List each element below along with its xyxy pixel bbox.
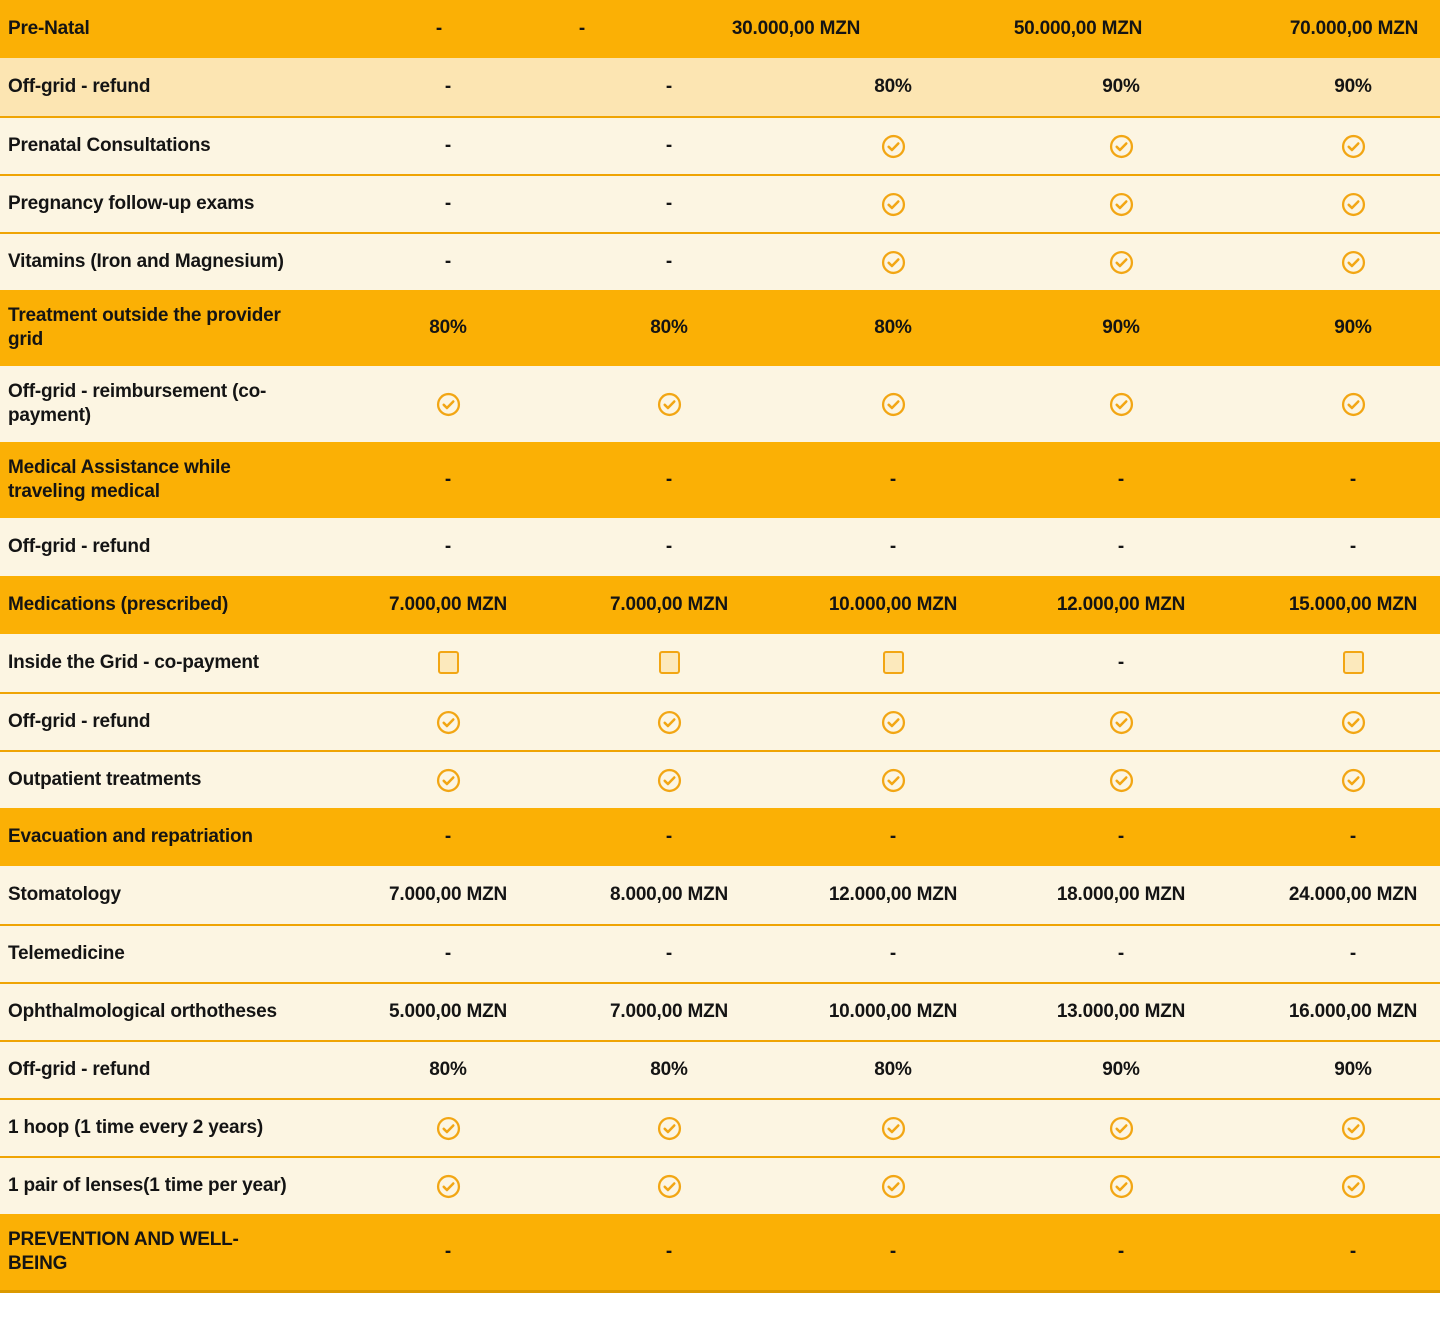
- row-label: Ophthalmological orthotheses: [8, 1001, 277, 1022]
- value-cell: 80%: [874, 76, 912, 97]
- check-circle-icon: [881, 1174, 906, 1199]
- value-cell-check: [810, 768, 976, 793]
- check-circle-icon: [657, 1174, 682, 1199]
- value-cell-check: [528, 768, 810, 793]
- table-row: [0, 174, 1440, 232]
- value-cell: 12.000,00 MZN: [828, 884, 958, 905]
- check-circle-icon: [881, 768, 906, 793]
- value-cell: -: [889, 943, 897, 964]
- value-cell: 8.000,00 MZN: [610, 884, 728, 905]
- check-circle-icon: [1341, 768, 1366, 793]
- value-cell: -: [1349, 469, 1357, 490]
- value-cell-check: [1266, 710, 1440, 735]
- value-cell: -: [1349, 826, 1357, 847]
- value-cell-check: [368, 392, 528, 417]
- value-cell: -: [444, 536, 452, 557]
- check-circle-icon: [1109, 710, 1134, 735]
- table-row: [0, 290, 1440, 366]
- row-label: Off-grid - refund: [8, 536, 151, 557]
- check-circle-icon: [1109, 134, 1134, 159]
- value-cell: 13.000,00 MZN: [1056, 1001, 1186, 1022]
- row-label: Off-grid - refund: [8, 711, 151, 732]
- value-cell: -: [435, 18, 443, 39]
- value-cell-check: [528, 1174, 810, 1199]
- check-circle-icon: [436, 392, 461, 417]
- check-circle-icon: [1341, 134, 1366, 159]
- value-cell-check: [976, 1174, 1266, 1199]
- value-cell-checkbox: [810, 651, 976, 675]
- value-cell: 50.000,00 MZN: [1013, 18, 1143, 39]
- value-cell: 80%: [650, 1059, 688, 1080]
- value-cell: -: [1117, 1241, 1125, 1262]
- check-circle-icon: [1341, 392, 1366, 417]
- row-label: Outpatient treatments: [8, 769, 202, 790]
- check-circle-icon: [881, 710, 906, 735]
- checkbox[interactable]: [438, 651, 459, 674]
- value-cell: -: [665, 76, 673, 97]
- value-cell: -: [665, 826, 673, 847]
- value-cell: -: [444, 251, 452, 272]
- value-cell: 16.000,00 MZN: [1288, 1001, 1418, 1022]
- checkbox[interactable]: [883, 651, 904, 674]
- check-circle-icon: [881, 250, 906, 275]
- value-cell-check: [528, 1116, 810, 1141]
- check-circle-icon: [1341, 1174, 1366, 1199]
- value-cell: 90%: [1102, 76, 1140, 97]
- value-cell-check: [810, 1116, 976, 1141]
- table-row: [0, 1040, 1440, 1098]
- table-row: [0, 442, 1440, 518]
- row-label: Evacuation and repatriation: [8, 826, 253, 847]
- check-circle-icon: [436, 710, 461, 735]
- value-cell: -: [1117, 536, 1125, 557]
- value-cell: 7.000,00 MZN: [610, 594, 728, 615]
- value-cell-check: [976, 192, 1266, 217]
- value-cell: 80%: [650, 317, 688, 338]
- table-row: [0, 634, 1440, 692]
- value-cell: 7.000,00 MZN: [389, 884, 507, 905]
- check-circle-icon: [1109, 768, 1134, 793]
- value-cell: 70.000,00 MZN: [1289, 18, 1419, 39]
- check-circle-icon: [881, 1116, 906, 1141]
- value-cell: -: [444, 193, 452, 214]
- value-cell: 10.000,00 MZN: [828, 1001, 958, 1022]
- value-cell: -: [1117, 469, 1125, 490]
- table-row: [0, 518, 1440, 576]
- value-cell: 7.000,00 MZN: [610, 1001, 728, 1022]
- check-circle-icon: [436, 768, 461, 793]
- value-cell-check: [810, 392, 976, 417]
- value-cell: 90%: [1334, 76, 1372, 97]
- check-circle-icon: [657, 768, 682, 793]
- value-cell-check: [1266, 1174, 1440, 1199]
- check-circle-icon: [1109, 1174, 1134, 1199]
- table-row: [0, 982, 1440, 1040]
- value-cell-check: [1266, 134, 1440, 159]
- value-cell-check: [976, 250, 1266, 275]
- table-row: [0, 116, 1440, 174]
- value-cell: -: [1349, 943, 1357, 964]
- table-row: [0, 866, 1440, 924]
- check-circle-icon: [1109, 1116, 1134, 1141]
- table-row: [0, 232, 1440, 290]
- value-cell: 80%: [429, 317, 467, 338]
- table-row: [0, 1214, 1440, 1293]
- value-cell: -: [1117, 652, 1125, 673]
- value-cell: -: [444, 826, 452, 847]
- row-label: Off-grid - reimbursement (co-payment): [8, 381, 267, 426]
- value-cell: -: [889, 826, 897, 847]
- table-row: [0, 0, 1440, 58]
- value-cell: -: [665, 536, 673, 557]
- table-row: [0, 366, 1440, 442]
- check-circle-icon: [881, 392, 906, 417]
- row-label: Inside the Grid - co-payment: [8, 652, 259, 673]
- table-row: [0, 750, 1440, 808]
- table-row: [0, 1156, 1440, 1214]
- check-circle-icon: [657, 1116, 682, 1141]
- table-row: [0, 576, 1440, 634]
- value-cell-check: [1266, 392, 1440, 417]
- check-circle-icon: [881, 134, 906, 159]
- value-cell: 30.000,00 MZN: [731, 18, 861, 39]
- value-cell: 90%: [1334, 317, 1372, 338]
- value-cell-check: [810, 1174, 976, 1199]
- value-cell: -: [1349, 1241, 1357, 1262]
- row-label: Treatment outside the provider grid: [8, 305, 281, 350]
- check-circle-icon: [1341, 250, 1366, 275]
- value-cell-check: [368, 1174, 528, 1199]
- value-cell: 90%: [1102, 1059, 1140, 1080]
- check-circle-icon: [1109, 392, 1134, 417]
- check-circle-icon: [1341, 1116, 1366, 1141]
- value-cell: -: [578, 18, 586, 39]
- row-label: Vitamins (Iron and Magnesium): [8, 251, 284, 272]
- value-cell-check: [976, 392, 1266, 417]
- value-cell: -: [444, 135, 452, 156]
- value-cell: -: [444, 943, 452, 964]
- value-cell-check: [1266, 1116, 1440, 1141]
- check-circle-icon: [436, 1174, 461, 1199]
- row-label: Medical Assistance while traveling medical: [8, 457, 231, 502]
- value-cell-checkbox: [528, 651, 810, 675]
- value-cell-checkbox: [1266, 651, 1440, 675]
- check-circle-icon: [657, 710, 682, 735]
- row-label: Telemedicine: [8, 943, 125, 964]
- check-circle-icon: [1109, 192, 1134, 217]
- value-cell: 80%: [874, 1059, 912, 1080]
- row-label: Prenatal Consultations: [8, 135, 211, 156]
- check-circle-icon: [436, 1116, 461, 1141]
- value-cell: -: [665, 1241, 673, 1262]
- row-label: 1 hoop (1 time every 2 years): [8, 1117, 264, 1138]
- value-cell: -: [889, 536, 897, 557]
- value-cell: -: [1117, 826, 1125, 847]
- value-cell: -: [1117, 943, 1125, 964]
- check-circle-icon: [1341, 710, 1366, 735]
- value-cell: -: [1349, 536, 1357, 557]
- value-cell-check: [1266, 768, 1440, 793]
- row-label: 1 pair of lenses(1 time per year): [8, 1175, 287, 1196]
- value-cell: -: [444, 1241, 452, 1262]
- row-label: Off-grid - refund: [8, 1059, 151, 1080]
- value-cell-check: [976, 768, 1266, 793]
- value-cell: 18.000,00 MZN: [1056, 884, 1186, 905]
- value-cell-check: [976, 134, 1266, 159]
- value-cell: 7.000,00 MZN: [389, 594, 507, 615]
- value-cell: 10.000,00 MZN: [828, 594, 958, 615]
- value-cell: -: [665, 251, 673, 272]
- value-cell: -: [889, 1241, 897, 1262]
- value-cell: 15.000,00 MZN: [1288, 594, 1418, 615]
- row-label: PREVENTION AND WELL-BEING: [8, 1229, 239, 1274]
- value-cell: 90%: [1102, 317, 1140, 338]
- value-cell-checkbox: [368, 651, 528, 675]
- value-cell-check: [368, 1116, 528, 1141]
- table-row: [0, 692, 1440, 750]
- value-cell: 80%: [429, 1059, 467, 1080]
- row-label: Off-grid - refund: [8, 76, 151, 97]
- value-cell: 80%: [874, 317, 912, 338]
- value-cell: -: [444, 76, 452, 97]
- value-cell-check: [976, 1116, 1266, 1141]
- row-label: Pre-Natal: [8, 18, 90, 39]
- check-circle-icon: [1341, 192, 1366, 217]
- row-label: Stomatology: [8, 884, 121, 905]
- value-cell: 24.000,00 MZN: [1288, 884, 1418, 905]
- value-cell-check: [1266, 192, 1440, 217]
- value-cell: -: [665, 469, 673, 490]
- value-cell: -: [444, 469, 452, 490]
- value-cell: -: [665, 943, 673, 964]
- table-row: [0, 924, 1440, 982]
- table-row: [0, 58, 1440, 116]
- value-cell-check: [810, 192, 976, 217]
- value-cell-check: [810, 134, 976, 159]
- value-cell-check: [976, 710, 1266, 735]
- value-cell: -: [665, 193, 673, 214]
- value-cell-check: [810, 710, 976, 735]
- value-cell-check: [368, 768, 528, 793]
- value-cell: -: [889, 469, 897, 490]
- checkbox[interactable]: [659, 651, 680, 674]
- value-cell-check: [528, 710, 810, 735]
- row-label: Medications (prescribed): [8, 594, 229, 615]
- table-row: [0, 808, 1440, 866]
- value-cell-check: [810, 250, 976, 275]
- check-circle-icon: [1109, 250, 1134, 275]
- value-cell: 12.000,00 MZN: [1056, 594, 1186, 615]
- checkbox[interactable]: [1343, 651, 1364, 674]
- value-cell-check: [1266, 250, 1440, 275]
- value-cell-check: [528, 392, 810, 417]
- row-label: Pregnancy follow-up exams: [8, 193, 255, 214]
- table-row: [0, 1098, 1440, 1156]
- value-cell-check: [368, 710, 528, 735]
- check-circle-icon: [657, 392, 682, 417]
- value-cell: -: [665, 135, 673, 156]
- check-circle-icon: [881, 192, 906, 217]
- value-cell: 5.000,00 MZN: [389, 1001, 507, 1022]
- value-cell: 90%: [1334, 1059, 1372, 1080]
